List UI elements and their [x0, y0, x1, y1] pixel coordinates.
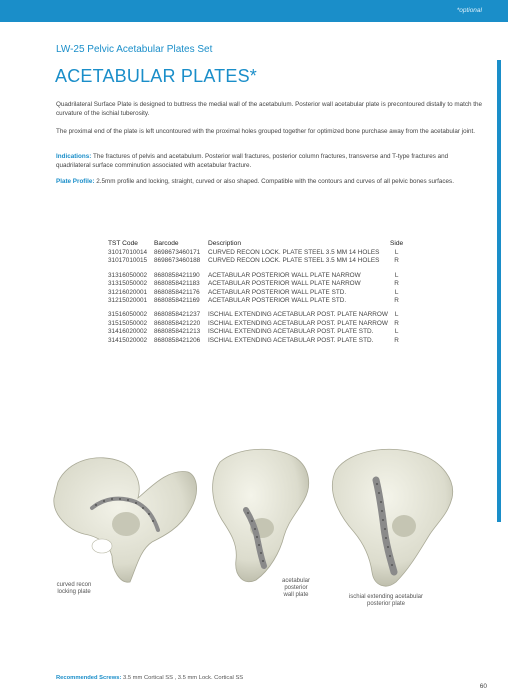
table-row	[108, 289, 403, 297]
table-row	[108, 272, 403, 280]
cell-barcode: 8680858421190	[154, 271, 200, 279]
pelvis-posterior-wall-plate-image	[200, 440, 320, 590]
cell-side: R	[394, 280, 399, 288]
cell-barcode: 8680858421220	[154, 319, 201, 327]
pelvis-ischial-extending-plate-image	[320, 440, 470, 600]
plate-profile-label: Plate Profile:	[56, 178, 95, 185]
table-row	[108, 297, 403, 305]
cell-description: ISCHIAL EXTENDING ACETABULAR POST. PLATE NARROW	[208, 311, 388, 319]
intro-paragraph-2: The proximal end of the plate is left uncontoured with the proximal holes grouped together for optimized bone purchase away from the acetabular joint.	[56, 128, 475, 135]
caption-line: ischial extending acetabular	[348, 594, 424, 600]
cell-barcode: 8680858421169	[154, 297, 200, 305]
cell-barcode: 8680858421237	[154, 311, 201, 319]
caption-line: wall plate	[283, 592, 309, 598]
recommended-screws-label: Recommended Screws:	[56, 675, 122, 681]
table-row	[108, 311, 403, 319]
caption-line: curved recon	[56, 582, 92, 588]
cell-side: L	[394, 288, 399, 296]
page-title: ACETABULAR PLATES*	[55, 66, 257, 86]
cell-tst-code: 31516050002	[108, 311, 148, 319]
cell-side: L	[394, 249, 399, 256]
header-side: Side	[390, 240, 404, 247]
posterior-wall-plate-caption	[276, 578, 316, 599]
cell-description: ACETABULAR POSTERIOR WALL PLATE NARROW	[208, 271, 361, 279]
table-row	[108, 280, 403, 288]
recommended-screws	[56, 675, 243, 681]
cell-description: ISCHIAL EXTENDING ACETABULAR POST. PLATE STD.	[208, 328, 374, 336]
table-row	[108, 337, 403, 345]
cell-description: ISCHIAL EXTENDING ACETABULAR POST. PLATE NARROW	[208, 319, 388, 327]
cell-barcode: 8680858421183	[154, 280, 200, 288]
indications-paragraph	[56, 152, 484, 170]
table-row	[108, 328, 403, 336]
indications-text: The fractures of pelvis and acetabulum. Posterior wall fractures, posterior column fractures, transverse and T-type fractures and quadrilateral surface comminution associated with acetabular fracture.	[56, 153, 449, 169]
cell-side: L	[394, 271, 399, 279]
product-table	[108, 240, 403, 345]
cell-description: ACETABULAR POSTERIOR WALL PLATE NARROW	[208, 280, 361, 288]
cell-barcode: 8680858421213	[154, 328, 201, 336]
caption-line: posterior plate	[366, 601, 406, 607]
cell-side: R	[394, 336, 399, 344]
cell-side: L	[394, 311, 399, 319]
pelvis-recon-plate-image	[40, 438, 205, 588]
cell-barcode: 8698673460171	[154, 249, 201, 256]
cell-tst-code: 31215020001	[108, 297, 148, 305]
cell-side: R	[394, 297, 399, 305]
indications-label: Indications:	[56, 153, 92, 160]
cell-tst-code: 31017010015	[108, 257, 148, 265]
cell-side: R	[394, 319, 399, 327]
cell-description: ACETABULAR POSTERIOR WALL PLATE STD.	[208, 288, 347, 296]
cell-tst-code: 31415020002	[108, 336, 148, 344]
accent-side-bar	[497, 60, 501, 522]
cell-description: CURVED RECON LOCK. PLATE STEEL 3.5 MM 14 HOLES	[208, 249, 380, 256]
caption-line: acetabular	[281, 578, 311, 584]
table-row	[108, 320, 403, 328]
recon-plate-caption	[48, 582, 100, 596]
header-tst-code: TST Code	[108, 240, 138, 247]
cell-tst-code: 31017010014	[108, 249, 148, 256]
cell-tst-code: 31216020001	[108, 288, 148, 296]
table-row	[108, 257, 403, 265]
obturator-foramen-shape	[92, 539, 112, 553]
cell-side: R	[394, 257, 399, 265]
cell-barcode: 8698673460188	[154, 257, 201, 265]
caption-line: locking plate	[57, 589, 91, 595]
ischial-extending-plate-caption	[336, 594, 436, 608]
recommended-screws-text: 3.5 mm Cortical SS , 3.5 mm Lock. Cortical SS	[121, 675, 244, 681]
cell-barcode: 8680858421176	[154, 288, 200, 296]
acetabulum-shape	[392, 515, 416, 537]
top-banner	[0, 0, 508, 22]
header-description: Description	[208, 240, 241, 247]
cell-description: ISCHIAL EXTENDING ACETABULAR POST. PLATE STD.	[208, 336, 374, 344]
plate-profile-text: 2.5mm profile and locking, straight, curved or also shaped. Compatible with the contours and curves of all pelvic bones surfaces.	[94, 178, 454, 185]
cell-tst-code: 31416020002	[108, 328, 148, 336]
acetabulum-shape	[112, 512, 140, 536]
cell-description: CURVED RECON LOCK. PLATE STEEL 3.5 MM 14 HOLES	[208, 257, 380, 265]
caption-line: posterior	[284, 585, 308, 591]
intro-paragraph-1: Quadrilateral Surface Plate is designed to buttress the medial wall of the acetabulum. Posterior wall acetabular plate is precontoured distally to match the curvature of the ischial tuberosity.	[56, 101, 482, 117]
table-row	[108, 249, 403, 257]
table-header-row	[108, 240, 403, 249]
cell-side: L	[394, 328, 399, 336]
cell-tst-code: 31515050002	[108, 319, 148, 327]
set-title: LW-25 Pelvic Acetabular Plates Set	[56, 44, 213, 55]
page-number: 60	[479, 683, 487, 690]
cell-tst-code: 31315050002	[108, 280, 148, 288]
plate-profile-paragraph	[56, 177, 484, 186]
header-barcode: Barcode	[154, 240, 179, 247]
cell-barcode: 8680858421206	[154, 336, 201, 344]
cell-tst-code: 31316050002	[108, 271, 148, 279]
optional-note: *optional	[456, 7, 482, 14]
cell-description: ACETABULAR POSTERIOR WALL PLATE STD.	[208, 297, 347, 305]
